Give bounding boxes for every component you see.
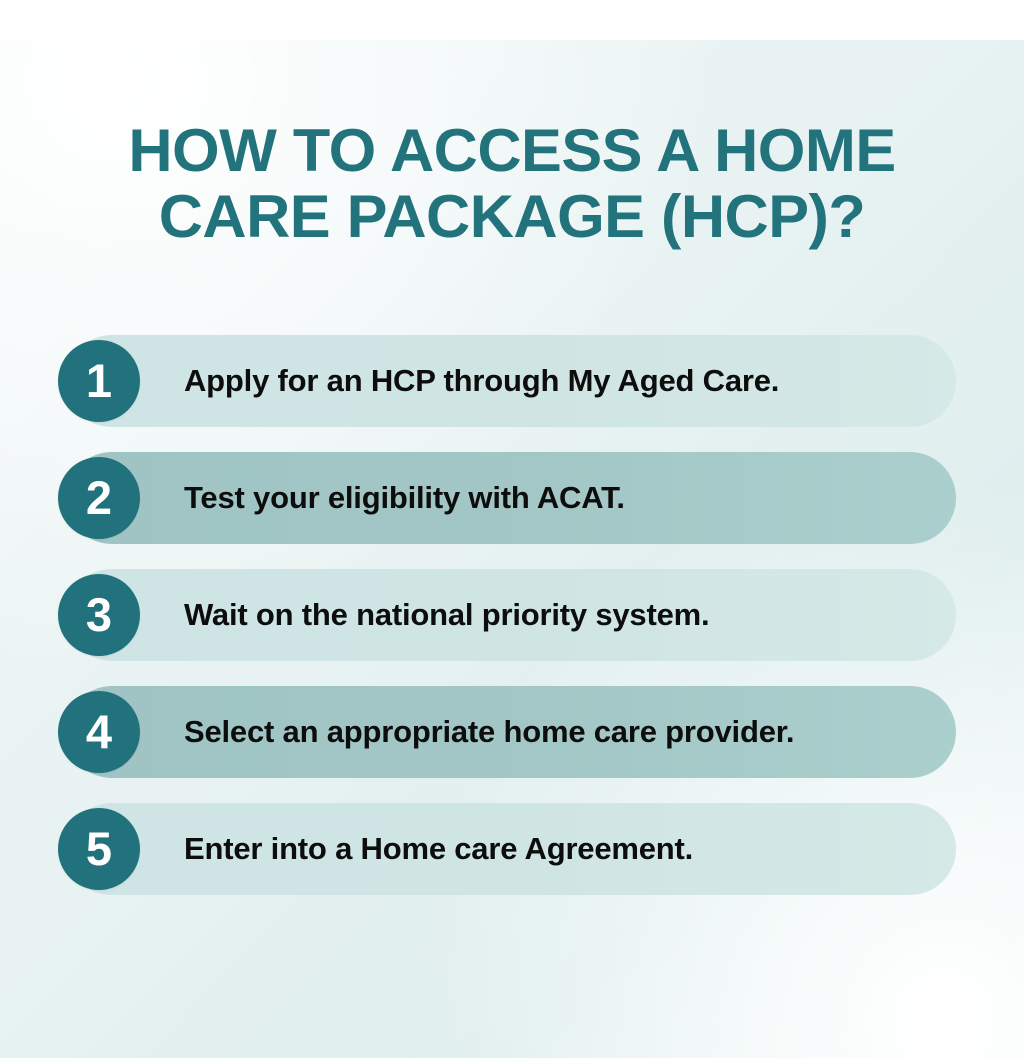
step-number-badge: [58, 340, 140, 422]
page-title: [49, 40, 975, 249]
step-number: 2: [85, 471, 113, 525]
step-number: 5: [85, 822, 113, 876]
step-number: 1: [85, 354, 113, 408]
step-number-badge: [58, 691, 140, 773]
step-label: Enter into a Home care Agreement.: [184, 830, 694, 866]
list-item: [66, 335, 956, 427]
step-number: 4: [85, 705, 113, 759]
step-number-badge: [58, 574, 140, 656]
step-label: Wait on the national priority system.: [184, 596, 710, 632]
list-item: [66, 569, 956, 661]
step-number-badge: [58, 808, 140, 890]
page-title-line-1: HOW TO ACCESS A HOME: [128, 117, 896, 185]
list-item: [66, 803, 956, 895]
step-number-badge: [58, 457, 140, 539]
infographic-poster: [0, 40, 1024, 1058]
page-title-line-2: CARE PACKAGE (HCP)?: [158, 182, 866, 250]
step-label: Select an appropriate home care provider.: [184, 713, 795, 749]
list-item: [66, 686, 956, 778]
step-label: Test your eligibility with ACAT.: [184, 479, 625, 515]
step-label: Apply for an HCP through My Aged Care.: [184, 362, 780, 398]
step-number: 3: [85, 588, 113, 642]
list-item: [66, 452, 956, 544]
steps-list: [58, 335, 966, 895]
